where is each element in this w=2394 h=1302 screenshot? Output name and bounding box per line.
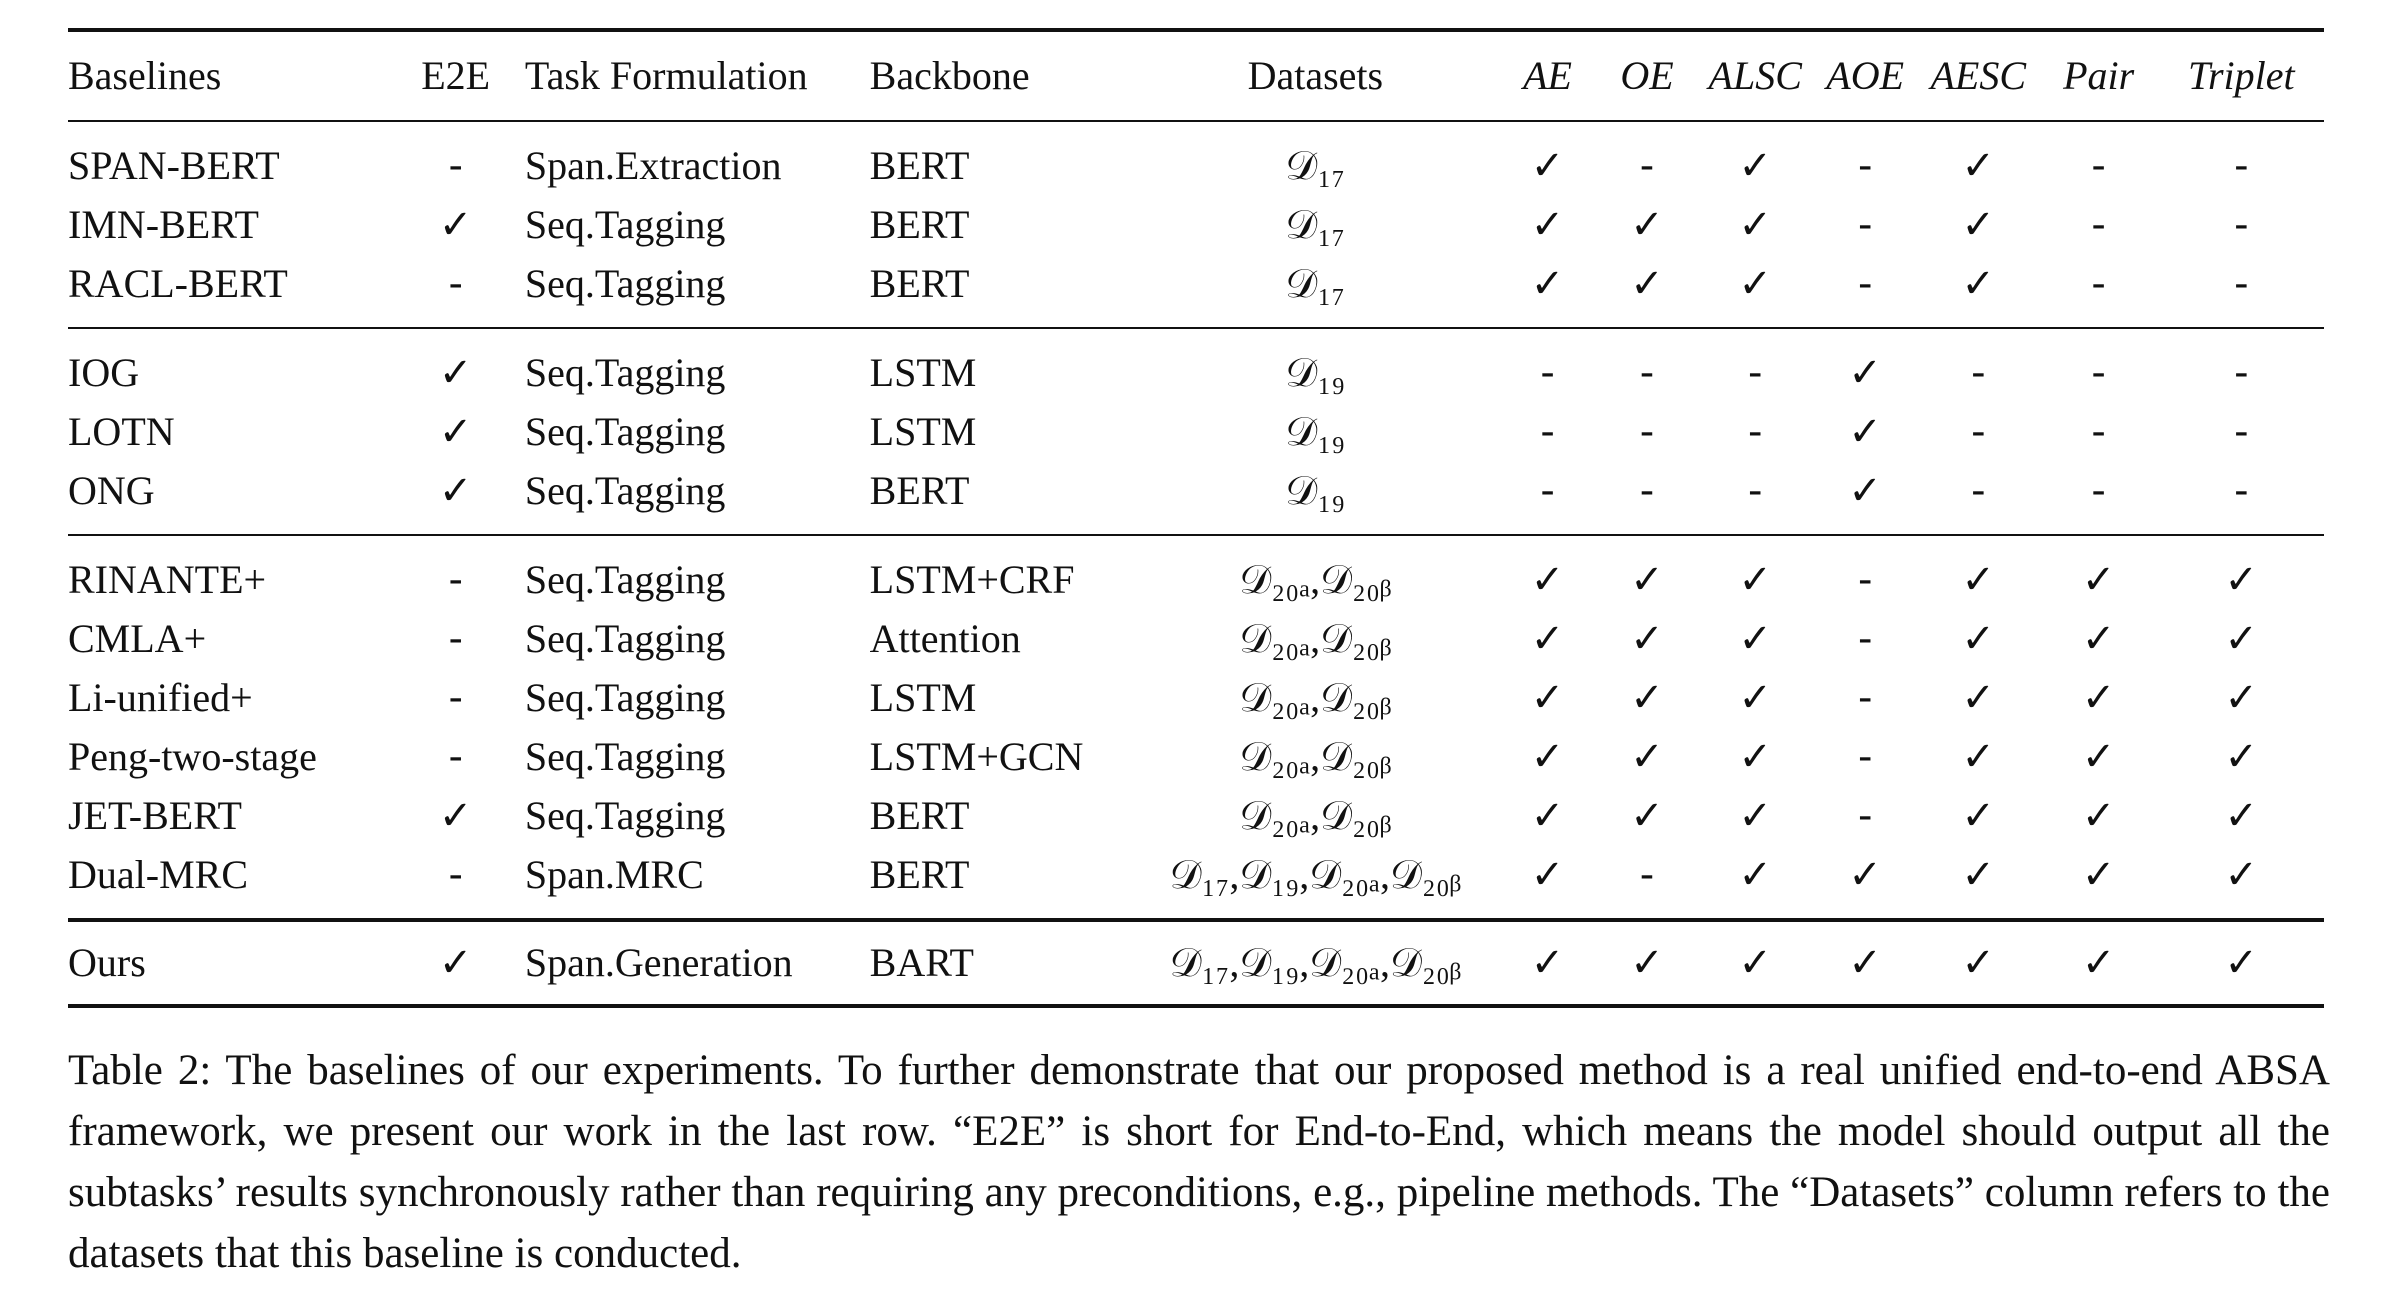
baseline-name-cell: Li-unified+	[68, 674, 253, 720]
subtask-mark-cell: ✓	[2081, 792, 2116, 839]
subtask-mark-cell: ✓	[2224, 792, 2259, 839]
subtask-mark-cell: ✓	[1961, 733, 1996, 780]
subtask-mark-cell: -	[1857, 260, 1873, 307]
datasets-cell: 𝒟₂₀ₐ,𝒟₂₀ᵦ	[1239, 674, 1392, 720]
task-formulation-cell: Seq.Tagging	[524, 792, 726, 838]
subtask-mark-cell: ✓	[1961, 556, 1996, 603]
subtask-mark-cell: ✓	[1961, 142, 1996, 189]
subtask-mark-cell: -	[2091, 467, 2106, 514]
subtask-mark-cell: ✓	[1530, 940, 1565, 986]
table-row	[68, 402, 2324, 461]
subtask-mark-cell: ✓	[1738, 142, 1772, 189]
subtask-mark-cell: ✓	[1961, 260, 1996, 307]
subtask-mark-cell: -	[2234, 201, 2249, 248]
subtask-mark-cell: ✓	[2081, 556, 2116, 603]
subtask-mark-cell: -	[1748, 349, 1763, 396]
subtask-mark-cell: -	[2234, 349, 2249, 396]
datasets-cell: 𝒟₂₀ₐ,𝒟₂₀ᵦ	[1239, 733, 1392, 779]
e2e-cell: ✓	[438, 467, 473, 514]
e2e-cell: -	[448, 142, 463, 189]
baseline-name-cell: Dual-MRC	[68, 851, 248, 897]
backbone-cell: LSTM	[869, 674, 977, 720]
subtask-mark-cell: ✓	[1630, 556, 1664, 603]
baseline-name-cell: Ours	[68, 940, 146, 985]
task-formulation-cell: Seq.Tagging	[524, 615, 726, 661]
table-row	[68, 845, 2324, 920]
subtask-mark-cell: ✓	[1961, 940, 1996, 986]
column-header: Task Formulation	[524, 53, 808, 98]
subtask-mark-cell: -	[1540, 408, 1555, 455]
datasets-cell: 𝒟₁₉	[1285, 349, 1346, 395]
subtask-mark-cell: ✓	[2224, 674, 2259, 721]
backbone-cell: LSTM	[869, 349, 977, 395]
subtask-mark-cell: -	[1971, 408, 1986, 455]
subtask-mark-cell: -	[1639, 142, 1655, 189]
datasets-cell: 𝒟₁₇	[1285, 260, 1346, 306]
subtask-mark-cell: ✓	[1738, 556, 1772, 603]
subtask-mark-cell: -	[1857, 201, 1873, 248]
subtask-mark-cell: ✓	[1961, 201, 1996, 248]
e2e-cell: -	[448, 556, 463, 603]
subtask-mark-cell: -	[1540, 467, 1555, 514]
subtask-mark-cell: ✓	[1530, 260, 1565, 307]
datasets-cell: 𝒟₁₉	[1285, 467, 1346, 513]
subtask-mark-cell: ✓	[2224, 615, 2259, 662]
table-row	[68, 195, 2324, 254]
subtask-mark-cell: ✓	[1630, 940, 1664, 986]
subtask-mark-cell: -	[1857, 792, 1873, 839]
subtask-mark-cell: ✓	[1961, 615, 1996, 662]
task-formulation-cell: Seq.Tagging	[524, 556, 726, 602]
backbone-cell: BERT	[869, 201, 970, 247]
subtask-mark-cell: ✓	[2224, 851, 2259, 898]
subtask-mark-cell: ✓	[1530, 851, 1565, 898]
subtask-mark-cell: ✓	[1848, 349, 1882, 396]
baseline-name-cell: LOTN	[68, 408, 175, 454]
task-formulation-cell: Span.Generation	[524, 940, 793, 985]
task-formulation-cell: Seq.Tagging	[524, 408, 726, 454]
subtask-mark-cell: ✓	[1738, 615, 1772, 662]
subtask-mark-cell: ✓	[1738, 940, 1772, 986]
subtask-mark-cell: -	[2091, 260, 2106, 307]
baseline-name-cell: IMN-BERT	[68, 201, 259, 247]
e2e-cell: ✓	[438, 940, 473, 986]
backbone-cell: LSTM+CRF	[869, 556, 1075, 602]
task-formulation-cell: Seq.Tagging	[524, 674, 726, 720]
datasets-cell: 𝒟₂₀ₐ,𝒟₂₀ᵦ	[1239, 792, 1392, 838]
e2e-cell: ✓	[438, 792, 473, 839]
subtask-mark-cell: ✓	[1630, 615, 1664, 662]
subtask-mark-cell: -	[2234, 260, 2249, 307]
e2e-cell: -	[448, 615, 463, 662]
subtask-mark-cell: ✓	[1738, 851, 1772, 898]
subtask-mark-cell: -	[1857, 615, 1873, 662]
subtask-mark-cell: ✓	[1630, 260, 1664, 307]
baseline-name-cell: RACL-BERT	[68, 260, 288, 306]
task-formulation-cell: Seq.Tagging	[524, 349, 726, 395]
subtask-mark-cell: -	[2234, 142, 2249, 189]
subtask-mark-cell: ✓	[1738, 260, 1772, 307]
baseline-name-cell: CMLA+	[68, 615, 207, 661]
column-header: Datasets	[1247, 53, 1384, 98]
subtask-mark-cell: ✓	[1530, 733, 1565, 780]
baseline-name-cell: Peng-two-stage	[68, 733, 317, 779]
task-formulation-cell: Span.MRC	[524, 851, 704, 897]
e2e-cell: ✓	[438, 408, 473, 455]
subtask-mark-cell: -	[1857, 674, 1873, 721]
baseline-name-cell: IOG	[68, 349, 140, 395]
subtask-mark-cell: ✓	[2081, 733, 2116, 780]
column-header: AOE	[1826, 53, 1905, 98]
backbone-cell: LSTM	[869, 408, 977, 454]
column-header: ALSC	[1708, 53, 1802, 98]
datasets-cell: 𝒟₁₇,𝒟₁₉,𝒟₂₀ₐ,𝒟₂₀ᵦ	[1169, 940, 1462, 985]
datasets-cell: 𝒟₂₀ₐ,𝒟₂₀ᵦ	[1239, 556, 1392, 602]
task-formulation-cell: Seq.Tagging	[524, 260, 726, 306]
subtask-mark-cell: ✓	[2081, 851, 2116, 898]
column-header: Baselines	[68, 53, 222, 98]
subtask-mark-cell: -	[1639, 467, 1655, 514]
subtask-mark-cell: ✓	[1530, 142, 1565, 189]
subtask-mark-cell: ✓	[1738, 201, 1772, 248]
subtask-mark-cell: -	[2234, 408, 2249, 455]
e2e-cell: -	[448, 851, 463, 898]
datasets-cell: 𝒟₁₇,𝒟₁₉,𝒟₂₀ₐ,𝒟₂₀ᵦ	[1169, 851, 1462, 897]
subtask-mark-cell: -	[1971, 349, 1986, 396]
e2e-cell: ✓	[438, 201, 473, 248]
backbone-cell: Attention	[869, 615, 1021, 661]
column-header: AE	[1523, 53, 1572, 98]
column-header: Pair	[2063, 53, 2135, 98]
subtask-mark-cell: ✓	[1630, 792, 1664, 839]
e2e-cell: -	[448, 733, 463, 780]
subtask-mark-cell: ✓	[1530, 556, 1565, 603]
header-row	[68, 30, 2324, 121]
datasets-cell: 𝒟₁₇	[1285, 142, 1346, 188]
column-header: Triplet	[2187, 53, 2295, 98]
table-row	[68, 328, 2324, 402]
subtask-mark-cell: ✓	[1530, 674, 1565, 721]
column-header: OE	[1620, 53, 1674, 98]
subtask-mark-cell: -	[2234, 467, 2249, 514]
subtask-mark-cell: ✓	[1738, 674, 1772, 721]
ours-group	[68, 920, 2324, 1006]
subtask-mark-cell: -	[1857, 556, 1873, 603]
subtask-mark-cell: -	[1857, 142, 1873, 189]
table-row	[68, 535, 2324, 609]
baseline-group	[68, 121, 2324, 328]
subtask-mark-cell: ✓	[1530, 201, 1565, 248]
subtask-mark-cell: ✓	[1961, 851, 1996, 898]
subtask-mark-cell: ✓	[1848, 408, 1882, 455]
subtask-mark-cell: ✓	[2224, 940, 2259, 986]
datasets-cell: 𝒟₂₀ₐ,𝒟₂₀ᵦ	[1239, 615, 1392, 661]
subtask-mark-cell: ✓	[1738, 792, 1772, 839]
subtask-mark-cell: -	[2091, 142, 2106, 189]
table-row	[68, 727, 2324, 786]
baseline-group	[68, 535, 2324, 920]
datasets-cell: 𝒟₁₇	[1285, 201, 1346, 247]
subtask-mark-cell: -	[1748, 408, 1763, 455]
backbone-cell: BERT	[869, 851, 970, 897]
backbone-cell: BERT	[869, 260, 970, 306]
task-formulation-cell: Seq.Tagging	[524, 733, 726, 779]
column-header: AESC	[1930, 53, 2027, 98]
baselines-table	[68, 28, 2324, 1008]
subtask-mark-cell: ✓	[1630, 733, 1664, 780]
subtask-mark-cell: -	[1540, 349, 1555, 396]
backbone-cell: BERT	[869, 467, 970, 513]
baseline-group	[68, 328, 2324, 535]
subtask-mark-cell: -	[1639, 349, 1655, 396]
table-caption: Table 2: The baselines of our experiments. To further demonstrate that our proposed method is a real unified end-to-end ABSA framework, we present our work in the last row. “E2E” is short for End-to-End, which means the model should output all the subtasks’ results synchronously rather than requiring any preconditions, e.g., pipeline methods. The “Datasets” column refers to the datasets that this baseline is conducted.	[68, 1047, 2330, 1277]
backbone-cell: BART	[869, 940, 974, 985]
subtask-mark-cell: ✓	[1530, 615, 1565, 662]
table-row	[68, 609, 2324, 668]
backbone-cell: BERT	[869, 142, 970, 188]
subtask-mark-cell: ✓	[2081, 615, 2116, 662]
subtask-mark-cell: ✓	[1630, 201, 1664, 248]
subtask-mark-cell: ✓	[2081, 940, 2116, 986]
subtask-mark-cell: -	[2091, 408, 2106, 455]
subtask-mark-cell: ✓	[1848, 851, 1882, 898]
backbone-cell: BERT	[869, 792, 970, 838]
subtask-mark-cell: ✓	[1961, 792, 1996, 839]
task-formulation-cell: Seq.Tagging	[524, 201, 726, 247]
table-row	[68, 668, 2324, 727]
datasets-cell: 𝒟₁₉	[1285, 408, 1346, 454]
baseline-name-cell: SPAN-BERT	[68, 142, 280, 188]
table-row	[68, 786, 2324, 845]
subtask-mark-cell: -	[2091, 349, 2106, 396]
column-header: E2E	[421, 53, 491, 98]
subtask-mark-cell: ✓	[1848, 940, 1882, 986]
subtask-mark-cell: ✓	[1738, 733, 1772, 780]
e2e-cell: ✓	[438, 349, 473, 396]
table-row	[68, 461, 2324, 535]
subtask-mark-cell: ✓	[2081, 674, 2116, 721]
subtask-mark-cell: -	[1748, 467, 1763, 514]
column-header: Backbone	[869, 53, 1030, 98]
subtask-mark-cell: ✓	[1961, 674, 1996, 721]
e2e-cell: -	[448, 674, 463, 721]
subtask-mark-cell: ✓	[1848, 467, 1882, 514]
subtask-mark-cell: ✓	[2224, 556, 2259, 603]
subtask-mark-cell: -	[1639, 408, 1655, 455]
subtask-mark-cell: ✓	[1530, 792, 1565, 839]
table-header	[68, 30, 2324, 121]
baseline-name-cell: RINANTE+	[68, 556, 267, 602]
baselines-table-container	[68, 28, 2324, 1008]
baseline-name-cell: ONG	[68, 467, 155, 513]
e2e-cell: -	[448, 260, 463, 307]
subtask-mark-cell: -	[1639, 851, 1655, 898]
subtask-mark-cell: ✓	[1630, 674, 1664, 721]
subtask-mark-cell: ✓	[2224, 733, 2259, 780]
task-formulation-cell: Seq.Tagging	[524, 467, 726, 513]
task-formulation-cell: Span.Extraction	[524, 142, 782, 188]
subtask-mark-cell: -	[1971, 467, 1986, 514]
backbone-cell: LSTM+GCN	[869, 733, 1084, 779]
table-row	[68, 920, 2324, 1006]
subtask-mark-cell: -	[2091, 201, 2106, 248]
table-row	[68, 121, 2324, 195]
subtask-mark-cell: -	[1857, 733, 1873, 780]
baseline-name-cell: JET-BERT	[68, 792, 242, 838]
table-row	[68, 254, 2324, 328]
